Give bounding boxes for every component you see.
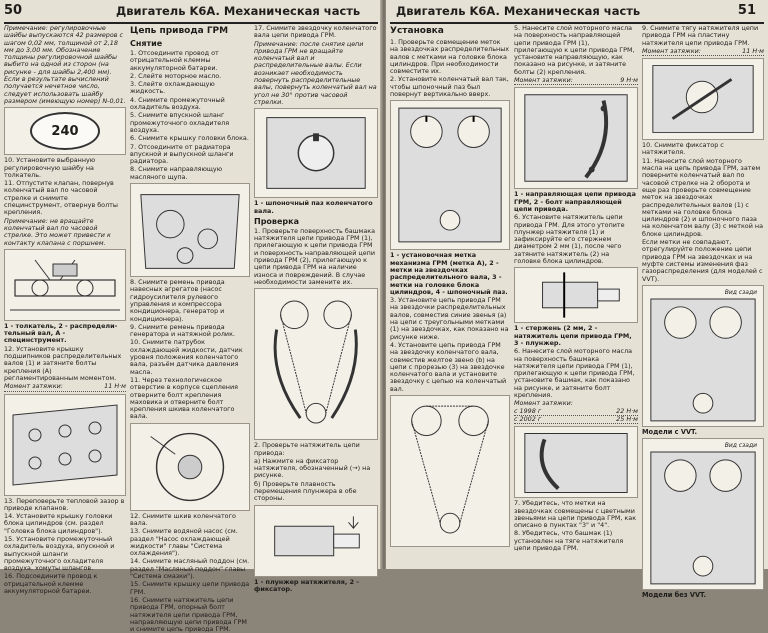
right-col-2: [514, 25, 638, 567]
vvt-figure: [642, 285, 764, 427]
lifter-diagram: [5, 250, 125, 320]
step-14: 14. Установите крышку головки блока цилиндров (см. раздел "Головка блока цилиндров").: [4, 512, 113, 535]
torque-row-2002: [514, 416, 638, 424]
torque-year: с 2002 г: [514, 414, 542, 423]
removal-step-5: 5. Снимите впускной шланг промежуточного охладителя воздуха.: [130, 111, 230, 134]
torque-value: 11 Н·м: [742, 46, 764, 55]
timing-marks-diagram: [391, 101, 509, 249]
install-step-9: 8. Убедитесь, что башмак (1) установлен на тяге натяжителя цепи привода ГРМ.: [514, 529, 624, 552]
torque-row-plate: [642, 48, 764, 56]
right-page-header: [390, 2, 764, 24]
removal-step-6: 6. Снимите крышку головки блока.: [130, 134, 249, 143]
step-11: 11. Отпустите клапан, повернув коленчатый вал по часовой стрелке и снимите специнструмент, отвернув болты крепления.: [4, 179, 118, 217]
torque-value: 25 Н·м: [616, 414, 638, 423]
chain-install-figure: [390, 395, 510, 547]
lifter-camshaft-figure: [4, 249, 126, 321]
step-13: 13. Переповерьте тепловой зазор в приводе клапанов.: [4, 496, 125, 512]
tensioner-figure: [254, 505, 378, 577]
left-col-2: [130, 25, 250, 633]
torque-label: Момент затяжки:: [514, 76, 573, 85]
torque-block-tensioner: [514, 400, 638, 424]
vvt-caption: Модели с VVT.: [642, 427, 698, 436]
torque-value: 11 Н·м: [104, 382, 126, 391]
section-timing-chain-title: Цепь привода ГРМ: [130, 26, 229, 36]
step-15: 15. Установите промежуточный охладитель воздуха, впускной и выпускной шланги промежуточного охладителя воздуха, хомуты шлангов.: [4, 534, 115, 573]
chain-guide-diagram: [255, 289, 377, 439]
torque-value: 22 Н·м: [616, 406, 638, 415]
tensioner-plate-diagram: [643, 59, 763, 139]
chain-guide-install-diagram: [515, 88, 637, 188]
timing-marks-figure: [390, 100, 510, 250]
step-12: 12. Установите крышку подшипников распределительных валов (1) и затяните болты крепления (А) регламентированным моментом.: [4, 344, 122, 382]
step-16: 16. Подсоедините провод к отрицательной клемме аккумуляторной батареи.: [4, 572, 98, 596]
crank-pulley-figure: [130, 423, 250, 511]
left-page-number: 50: [4, 3, 23, 18]
install-step-13: Если метки не совпадают, отрегулируйте положение цепи привода ГРМ на звездочках и на муфте системы изменения фаз газораспределения (для моделей с VVT).: [642, 238, 763, 283]
timing-marks-caption: 1 - установочная метка механизма ГРМ (метка А), 2 - метки на звездочках распределительного вала, 3 - метки на головке блока цилиндров, 4 - шпоночный паз.: [390, 251, 508, 296]
check-step-2: 2. Проверьте натяжитель цепи привода:: [254, 441, 360, 457]
install-step-10: 9. Снимите тягу натяжителя цепи привода ГРМ на пластину натяжителя цепи привода ГРМ.: [642, 24, 759, 47]
no-vvt-caption: Модели без VVT.: [642, 591, 707, 600]
crank-keyway-figure: [254, 108, 378, 198]
install-step-1: 1. Проверьте совмещение меток на звездочках распределительных валов с метками на головке блока цилиндров. При необходимости совместите их.: [390, 38, 510, 76]
install-step-5: 5. Нанесите слой моторного масла на поверхность направляющей цепи привода ГРМ (1), прилегающую к цепи привода ГРМ, установите направляющую, как показано на рисунке, и затяните болты (2) крепления.: [514, 24, 635, 76]
removal-step-14: 14. Снимите масляный поддон (см. раздел "Масляный поддон" главы "Система смазки").: [130, 557, 250, 581]
install-step-2: 2. Установите коленчатый вал так, чтобы шпоночный паз был повернут вертикально вверх.: [390, 75, 509, 99]
tensioner-plate-figure: [642, 58, 764, 140]
right-page-number: 51: [737, 3, 756, 18]
install-step-8: 7. Убедитесь, что метки на звездочках совмещены с цветными звеньями на цепи привода ГРМ, как описано в пунктах "3" и "4".: [514, 499, 637, 530]
left-page-title: Двигатель K6A. Механическая часть: [116, 4, 361, 18]
removal-step-12: 12. Снимите шкив коленчатого вала.: [130, 511, 236, 527]
torque-label: Момент затяжки:: [514, 399, 573, 408]
chain-install-diagram: [391, 396, 509, 546]
removal-step-8b: 8. Снимите ремень привода навесных агрегатов (насос гидроусилителя рулевого управления и компрессора кондиционера, генератор и кондиционера).: [130, 278, 225, 323]
removal-step-16: 16. Снимите натяжитель цепи привода ГРМ, опорный болт натяжителя цепи привода ГРМ, направляющую цепи привода ГРМ и снимите цепь привода ГРМ.: [130, 595, 247, 633]
tensioner-rod-figure: [514, 267, 638, 323]
tensioner-shoe-figure: [514, 426, 638, 498]
left-col-1: [4, 24, 126, 596]
removal-step-1: 1. Отсоедините провод от отрицательной клеммы аккумуляторной батареи.: [130, 49, 219, 72]
install-step-12: 11. Нанесите слой моторного масла на цепь привода ГРМ, затем поверните коленчатый вал по часовой стрелке на 2 оборота и еще раз проверьте совмещение меток на звездочках распределительных валов (1) с метками на головке блока цилиндров (2) и шпоночного паза на коленчатом валу (3) с меткой на блоке цилиндров.: [642, 156, 764, 238]
tensioner-rod-caption: 1 - стержень (2 мм, 2 - натяжитель цепи привода ГРМ, 3 - плунжер.: [514, 324, 632, 347]
install-step-4: 4. Установите цепь привода ГРМ на звездочку коленчатого вала, совместив желтое звено (b) на цепи с прорезью (3) на звездочке коленчатого вала и установите звездочку с цепью на коленчатый вал.: [390, 340, 507, 393]
removal-step-3: 3. Слейте охлаждающую жидкость.: [130, 80, 215, 96]
removal-step-17: 17. Снимите звездочку коленчатого вала цепи привода ГРМ.: [254, 24, 377, 40]
crank-keyway-diagram: [255, 109, 377, 197]
removal-step-11: 11. Через технологическое отверстие в корпусе сцепления отверните болт крепления маховика и отверните болт крепления шкива коленчатого вала.: [130, 375, 238, 421]
install-step-6: 6. Установите натяжитель цепи привода ГРМ. Для этого утопите плунжер натяжителя (1) и зафиксируйте его стержнем диаметром 2 мм (1), после чего затяните натяжитель (2) на головке блока цилиндров.: [514, 213, 625, 266]
lifter-figure-caption: 1 - толкатель, 2 - распределительный вал, А - специнструмент.: [4, 321, 118, 345]
removal-step-10: 10. Снимите патрубок охлаждающей жидкости, датчик уровня положения коленчатого вала, разъём датчика давления масла.: [130, 338, 243, 376]
tensioner-shoe-diagram: [515, 427, 637, 497]
removal-step-2: 2. Слейте моторное масло.: [130, 71, 222, 80]
chain-guide-install-figure: [514, 87, 638, 189]
tensioner-diagram: [255, 506, 377, 576]
bearing-cap-figure: [4, 394, 126, 496]
removal-step-13: 13. Снимите водяной насос (см. раздел "Насос охлаждающей жидкости" главы "Система охлаждения").: [130, 527, 238, 558]
rotation-note: Примечание: после снятия цепи привода ГРМ не вращайте коленчатый вал и распределительные валы. Если возникает необходимость повернуть распределительные валы, повернуть коленчатый вал на угол не 30° против часовой стрелки.: [254, 39, 377, 106]
torque-year: с 1998 г: [514, 406, 542, 415]
chain-guide-caption: 1 - направляющая цепи привода ГРМ, 2 - болт направляющей цепи привода.: [514, 190, 636, 213]
install-step-7: 6. Нанесите слой моторного масла на поверхность башмака натяжителя цепи привода ГРМ (1), прилегающую к цепи привода ГРМ, установите башмак, как показано на рисунке, и затяните болт крепления.: [514, 347, 635, 400]
no-vvt-figure: [642, 438, 764, 590]
removal-step-8: 8. Снимите направляющую масляного щупа.: [130, 165, 223, 181]
torque-row-left: [4, 383, 126, 391]
shim-note: Примечание: регулировочные шайбы выпускаются 42 размеров с шагом 0,02 мм, толщиной от 2,18 мм до 3,00 мм. Обозначение толщины регулировочной шайбы выбито на одной из сторон (на рисунке - для шайбы 2,400 мм). Если в результате вычислений получается нечетное число, следует использовать шайбу размером (имеющую номер) N-0,01.: [4, 24, 126, 105]
removal-step-7: 7. Отсоедините от радиатора впускной и выпускной шланги радиатора.: [130, 142, 234, 166]
left-page-header: [4, 2, 378, 24]
no-vvt-view-label: Вид сзади: [724, 442, 757, 450]
install-step-11: 10. Снимите фиксатор с натяжителя.: [642, 141, 724, 157]
removal-step-9: 9. Снимите ремень привода генератора и натяжной ролик.: [130, 322, 235, 339]
rotate-note: Примечание: не вращайте коленчатый вал по часовой стрелке. Это может привести к контакту клапана с поршнем.: [4, 216, 111, 247]
chain-guide-figure: [254, 288, 378, 440]
right-col-1: [390, 25, 510, 567]
install-heading: Установка: [390, 26, 444, 36]
right-page: [386, 0, 768, 600]
tensioner-caption: 1 - плунжер натяжителя, 2 - фиксатор.: [254, 577, 359, 593]
torque-row-guide: [514, 77, 638, 85]
left-page: [0, 0, 382, 633]
install-step-3: 3. Установите цепь привода ГРМ на звездочки распределительных валов, совместив синие звенья (а) на цепи с треугольными метками (1) на звездочках, как показано на рисунке ниже.: [390, 296, 509, 341]
no-vvt-diagram: [643, 439, 763, 589]
torque-label: Момент затяжки:: [4, 382, 63, 391]
keyway-caption: 1 - шпоночный паз коленчатого вала.: [254, 199, 373, 215]
vvt-view-label: Вид сзади: [724, 288, 757, 296]
removal-step-15: 15. Снимите крышку цепи привода ГРМ.: [130, 580, 250, 596]
removal-heading: Снятие: [130, 39, 163, 48]
left-col-3: [254, 24, 378, 593]
shim-figure: [4, 107, 126, 155]
right-page-title: Двигатель K6A. Механическая часть: [396, 4, 641, 18]
right-col-3: [642, 24, 764, 600]
tensioner-rod-diagram: [515, 268, 637, 322]
crank-pulley-diagram: [131, 424, 249, 510]
step-10: 10. Установите выбранную регулировочную шайбу на толкатель.: [4, 156, 96, 179]
shim-marking: 240: [30, 112, 100, 150]
check-step-2b: б) Проверьте плавность перемещения плунжера в обе стороны.: [254, 479, 357, 503]
removal-step-4: 4. Снимите промежуточный охладитель воздуха.: [130, 95, 225, 112]
check-step-1: 1. Проверьте поверхность башмака натяжителя цепи привода ГРМ (1), прилегающую к цепи привода ГРМ и поверхность направляющей цепи привода ГРМ (2), прилегающую к цепи привода ГРМ на наличие износа и повреждений. В случае необходимости замените их.: [254, 226, 376, 286]
engine-front-diagram: [131, 184, 249, 276]
torque-label: Момент затяжки:: [642, 46, 701, 55]
engine-front-figure: [130, 183, 250, 277]
check-heading: Проверка: [254, 216, 299, 226]
vvt-diagram: [643, 286, 763, 426]
bearing-cap-diagram: [5, 395, 125, 495]
torque-value: 9 Н·м: [620, 76, 638, 85]
check-step-2a: а) Нажмите на фиксатор натяжителя, обозначенный (→) на рисунке.: [254, 456, 371, 480]
